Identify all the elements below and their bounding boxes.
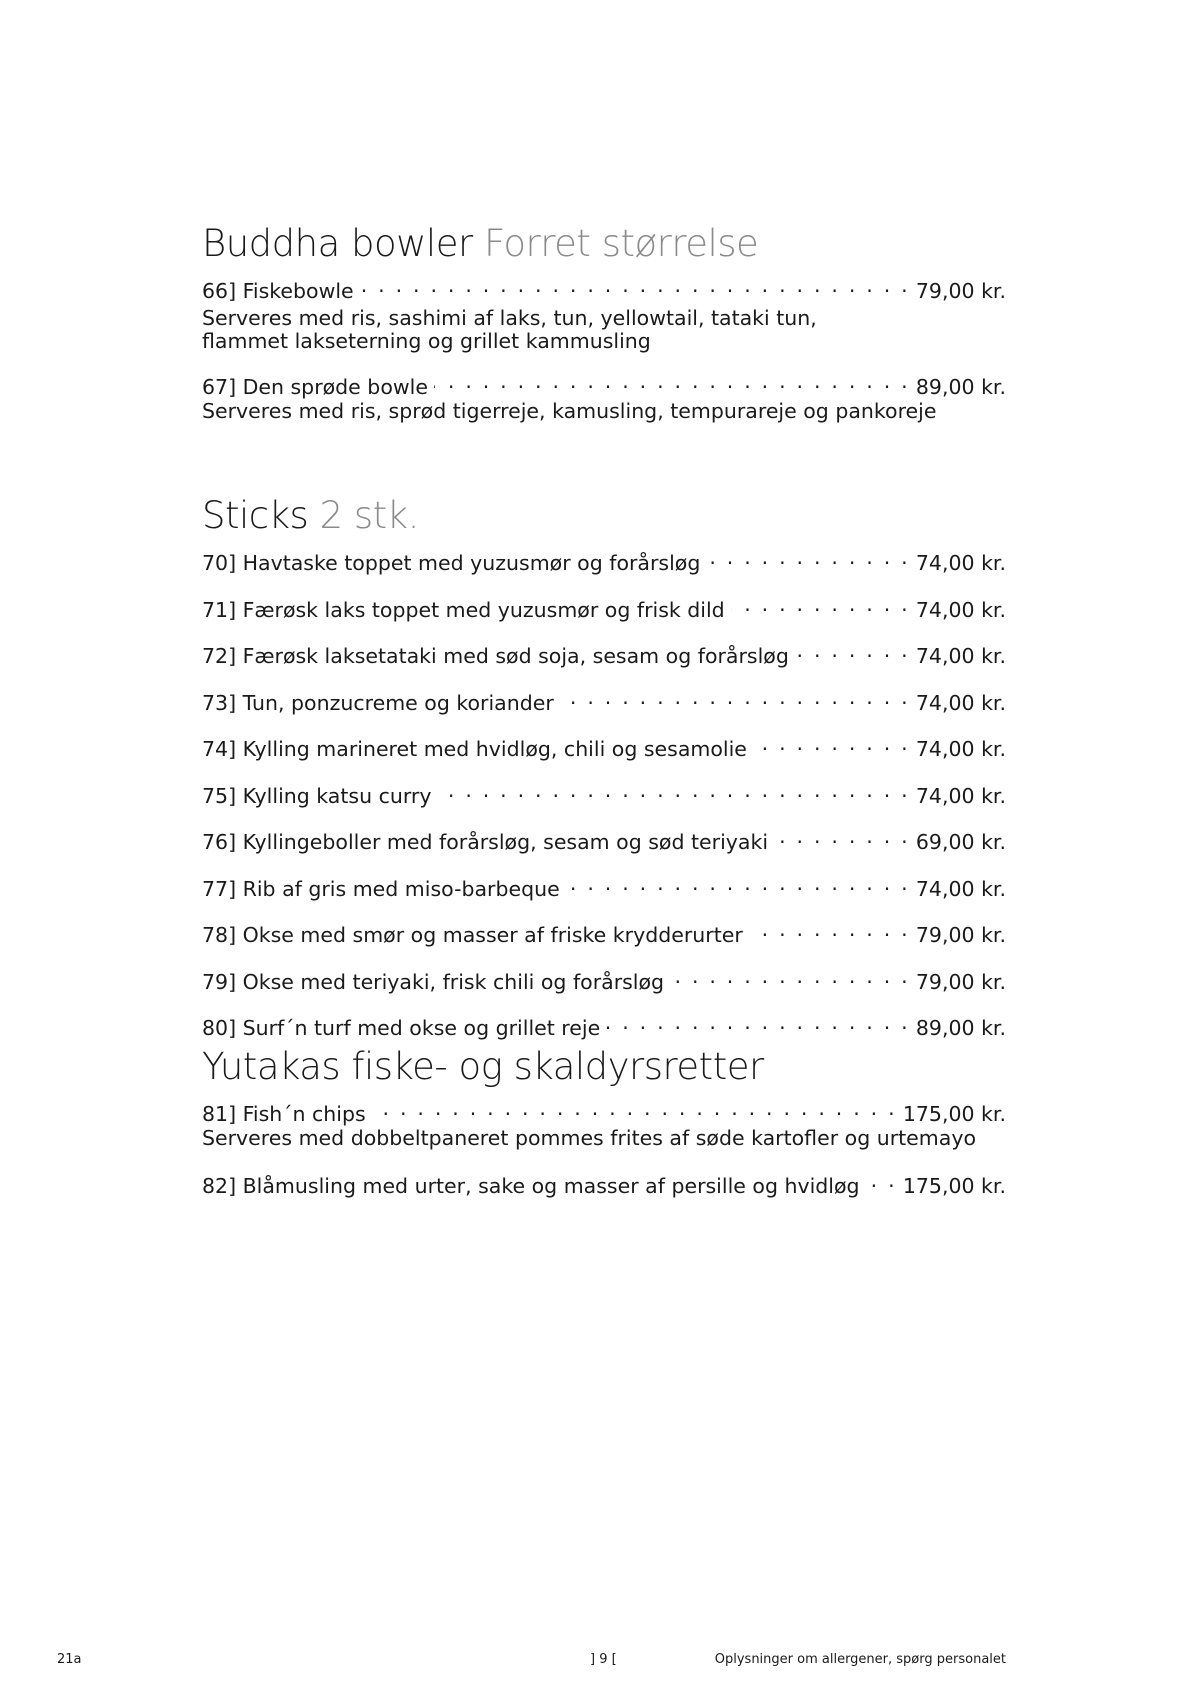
dot-leader — [795, 637, 910, 663]
item-price: 74,00 kr. — [915, 783, 1006, 808]
page-number: ] 9 [ — [590, 1652, 617, 1667]
item-description-line: Serveres med dobbeltpaneret pommes frites af søde kartofler og urtemayo — [202, 1126, 976, 1150]
item-price: 74,00 kr. — [915, 737, 1006, 761]
menu-item — [202, 963, 1006, 995]
item-price: 69,00 kr. — [915, 830, 1006, 854]
item-name: 77] Rib af gris med miso-barbeque — [202, 876, 560, 901]
dot-leader — [560, 684, 910, 710]
item-description — [202, 307, 1006, 353]
item-price: 74,00 kr. — [915, 644, 1006, 668]
dot-leader — [670, 963, 910, 989]
section-title-main: Sticks — [202, 494, 309, 537]
item-name: 80] Surf´n turf med okse og grillet reje — [202, 1016, 601, 1040]
item-name: 78] Okse med smør og masser af friske krydderurter — [202, 923, 743, 947]
item-name: 66] Fiskebowle — [202, 279, 354, 303]
item-name: 70] Havtaske toppet med yuzusmør og forårsløg — [202, 551, 701, 575]
section-buddha-bowler — [202, 222, 1006, 423]
dot-leader — [606, 1009, 910, 1035]
item-price: 74,00 kr. — [915, 597, 1006, 622]
menu-item — [202, 1095, 1006, 1150]
menu-item — [202, 544, 1006, 576]
dot-leader — [749, 916, 910, 942]
item-name: 76] Kyllingeboller med forårsløg, sesam og sød teriyaki — [202, 830, 769, 854]
dot-leader — [566, 870, 910, 896]
menu-item — [202, 591, 1006, 623]
menu-item — [202, 730, 1006, 762]
section-sticks — [202, 494, 1006, 1041]
dot-leader — [866, 1167, 897, 1193]
item-price: 89,00 kr. — [915, 375, 1006, 399]
section-subtitle: Forret størrelse — [483, 222, 759, 265]
section-title-main: Yutakas fiske- og skaldyrsretter — [202, 1045, 764, 1088]
section-title — [202, 494, 1006, 538]
dot-leader — [434, 368, 910, 394]
item-description — [202, 1127, 1006, 1150]
item-name: 67] Den sprøde bowle — [202, 375, 428, 399]
item-description-line: flammet lakseterning og grillet kammusling — [202, 329, 651, 353]
dot-leader — [774, 823, 910, 849]
sticks-list — [202, 544, 1006, 1041]
item-price: 79,00 kr. — [915, 969, 1006, 994]
item-name: 82] Blåmusling med urter, sake og masser af persille og hvidløg — [202, 1174, 860, 1198]
item-name: 74] Kylling marineret med hvidløg, chili og sesamolie — [202, 737, 747, 761]
item-name: 72] Færøsk laksetataki med sød soja, sesam og forårsløg — [202, 644, 789, 668]
item-description-line: Serveres med ris, sprød tigerreje, kamusling, tempurareje og pankoreje — [202, 399, 937, 423]
menu-item — [202, 272, 1006, 353]
item-price: 89,00 kr. — [915, 1016, 1006, 1040]
menu-item — [202, 1167, 1006, 1199]
item-name: 81] Fish´n chips — [202, 1102, 366, 1126]
item-description-line: Serveres med ris, sashimi af laks, tun, yellowtail, tataki tun, — [202, 306, 817, 330]
menu-item — [202, 823, 1006, 855]
item-name: 73] Tun, ponzucreme og koriander — [202, 690, 554, 715]
dot-leader — [437, 777, 909, 803]
item-price: 74,00 kr. — [915, 690, 1006, 715]
menu-item — [202, 368, 1006, 423]
section-title — [202, 1045, 1006, 1089]
section-title-main: Buddha bowler — [202, 222, 473, 265]
item-name: 79] Okse med teriyaki, frisk chili og forårsløg — [202, 969, 665, 994]
item-price: 74,00 kr. — [915, 876, 1006, 901]
dot-leader — [706, 544, 910, 570]
menu-item — [202, 1009, 1006, 1041]
menu-item — [202, 916, 1006, 948]
item-name: 71] Færøsk laks toppet med yuzusmør og frisk dild — [202, 597, 725, 622]
dot-leader — [731, 591, 910, 617]
item-price: 175,00 kr. — [902, 1174, 1006, 1198]
allergen-note: Oplysninger om allergener, spørg personalet — [714, 1652, 1006, 1667]
section-fish-and-shellfish — [202, 1045, 1006, 1199]
section-title — [202, 222, 1006, 266]
menu-item — [202, 637, 1006, 669]
footer-code: 21a — [57, 1652, 82, 1667]
menu-item — [202, 777, 1006, 809]
item-price: 74,00 kr. — [915, 551, 1006, 575]
menu-item — [202, 870, 1006, 902]
item-price: 175,00 kr. — [902, 1102, 1006, 1126]
dot-leader — [753, 730, 910, 756]
item-price: 79,00 kr. — [915, 923, 1006, 947]
dot-leader — [372, 1095, 897, 1121]
item-description — [202, 400, 1006, 423]
item-price: 79,00 kr. — [915, 279, 1006, 303]
item-name: 75] Kylling katsu curry — [202, 783, 432, 808]
dot-leader — [360, 272, 910, 298]
menu-item — [202, 684, 1006, 716]
section-subtitle: 2 stk. — [319, 494, 419, 537]
